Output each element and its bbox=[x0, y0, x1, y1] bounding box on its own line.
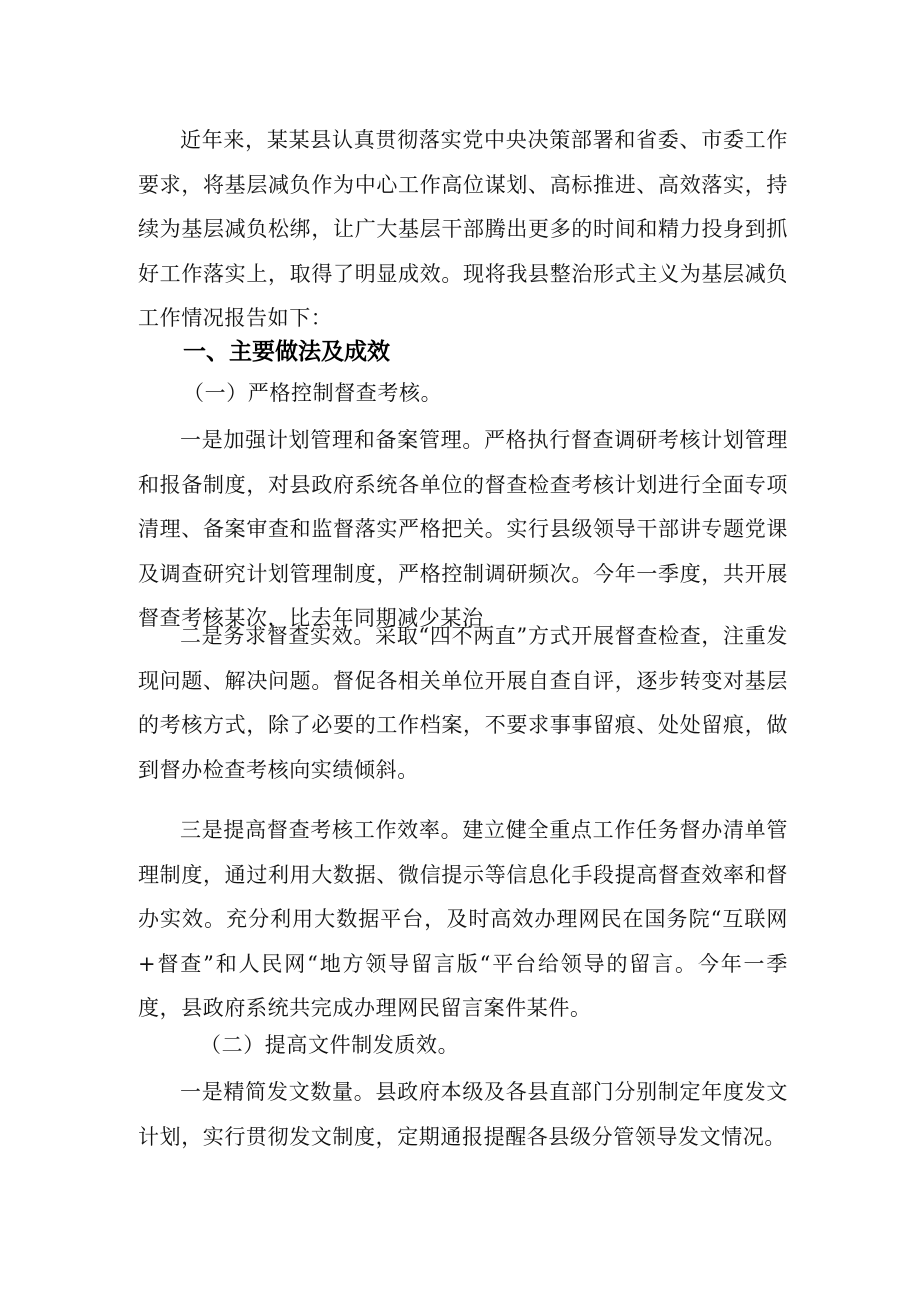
paragraph-supervision-effect: 二是务求督查实效。采取“四不两直”方式开展督查检查，注重发现问题、解决问题。督促各相关单位开展自查自评，逐步转变对基层的考核方式，除了必要的工作档案，不要求事事留痕、处处留痕，做到督办检查考核向实绩倾斜。 bbox=[138, 624, 788, 782]
subsection-heading-supervision: （一）严格控制督查考核。 bbox=[183, 381, 443, 405]
paragraph-plan-management: 一是加强计划管理和备案管理。严格执行督查调研考核计划管理和报备制度，对县政府系统各单位的督查检查考核计划进行全面专项清理、备案审查和监督落实严格把关。实行县级领导干部讲专题党课及调查研究计划管理制度，严格控制调研频次。今年一季度，共开展督查考核某次，比去年同期减少某治 bbox=[138, 428, 788, 630]
subsection-heading-documents: （二）提高文件制发质效。 bbox=[200, 1033, 460, 1057]
paragraph-reduce-documents: 一是精简发文数量。县政府本级及各县直部门分别制定年度发文计划，实行贯彻发文制度，定期通报提醒各县级分管领导发文情况。 bbox=[138, 1080, 788, 1149]
paragraph-supervision-efficiency: 三是提高督查考核工作效率。建立健全重点工作任务督办清单管理制度，通过利用大数据、微信提示等信息化手段提高督查效率和督办实效。充分利用大数据平台，及时高效办理网民在国务院“互联网+督查”和人民网“地方领导留言版“平台给领导的留言。今年一季度，县政府系统共完成办理网民留言案件某件。 bbox=[138, 818, 788, 1020]
section-heading-main-measures: 一、主要做法及成效 bbox=[183, 339, 390, 365]
intro-paragraph: 近年来，某某县认真贯彻落实党中央决策部署和省委、市委工作要求，将基层减负作为中心工作高位谋划、高标推进、高效落实，持续为基层减负松绑，让广大基层干部腾出更多的时间和精力投身到抓好工作落实上，取得了明显成效。现将我县整治形式主义为基层减负工作情况报告如下： bbox=[138, 128, 788, 330]
